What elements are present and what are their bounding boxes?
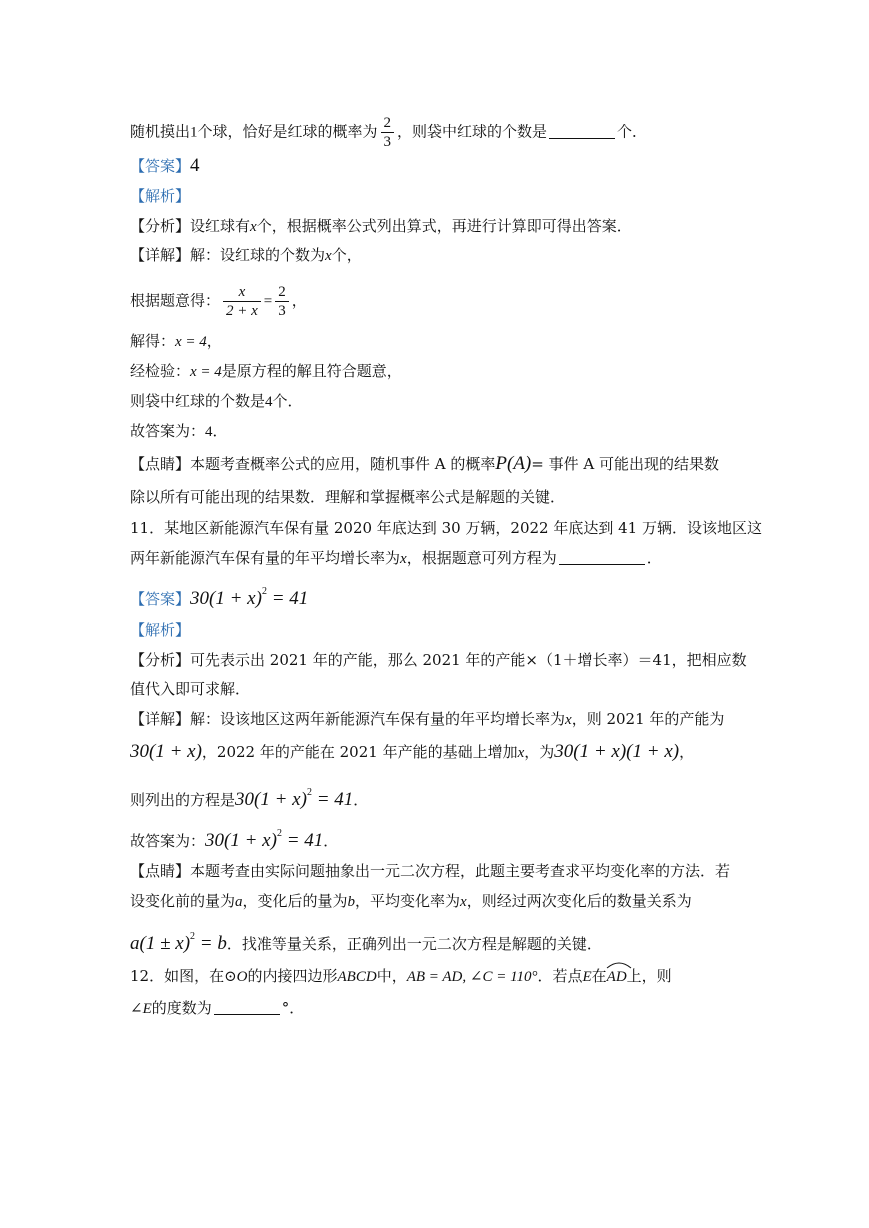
- math: x: [400, 551, 407, 567]
- text: ．: [323, 832, 339, 850]
- xiangjie-tag: 【详解】: [130, 710, 191, 728]
- text: 12．如图，在: [130, 967, 225, 985]
- arc-mark-icon: [606, 961, 632, 969]
- text: 个球，恰好是红球的概率为: [197, 122, 378, 141]
- dianjing-tag: 【点睛】: [130, 455, 191, 473]
- math: b: [347, 894, 356, 910]
- answer-blank: [214, 1000, 280, 1015]
- q11-fenxi-1: [130, 650, 747, 670]
- text: ．若点: [537, 967, 583, 985]
- text: ，: [206, 332, 222, 350]
- text: 值代入即可求解．: [130, 680, 251, 698]
- text: 个．: [272, 392, 303, 410]
- text: 个．: [617, 122, 648, 141]
- math: ABCD: [337, 969, 377, 985]
- denominator: 2 + x: [223, 301, 261, 320]
- q12-question-line-1: [130, 966, 672, 987]
- text: 故答案为：: [130, 422, 206, 440]
- fraction: [275, 283, 289, 320]
- math: x: [325, 248, 332, 264]
- text: 随机摸出: [130, 122, 191, 141]
- q11-question-line-2: [130, 548, 662, 569]
- math: E: [582, 969, 592, 985]
- fenxi-tag: 【分析】: [130, 651, 191, 669]
- text: 是原方程的解且符合题意，: [221, 362, 402, 380]
- text: ，为: [524, 743, 555, 761]
- math: = 41: [266, 588, 309, 609]
- q12-question-line-2: [130, 998, 304, 1019]
- q10-answer: [130, 156, 200, 176]
- text: 经检验：: [130, 362, 191, 380]
- math: 4: [265, 394, 273, 410]
- text: 除以所有可能出现的结果数．理解和掌握概率公式是解题的关键．: [130, 488, 566, 506]
- q11-gu: [130, 824, 338, 851]
- text: ，则 2021 年的产能为: [571, 710, 725, 728]
- math: 30(1 + x): [190, 588, 262, 609]
- math: = b: [195, 933, 227, 954]
- q10-dianjing-1: [130, 454, 719, 474]
- math: = 41: [311, 789, 354, 810]
- text: 故答案为：: [130, 832, 206, 850]
- numerator: 2: [278, 284, 286, 300]
- text: 的内接四边形: [247, 967, 338, 985]
- q11-xiangjie-2: [130, 742, 694, 763]
- text: ，2022 年的产能在 2021 年产能的基础上增加: [201, 743, 518, 761]
- q10-question-line: [130, 114, 647, 151]
- text: 中，: [376, 967, 407, 985]
- text: 两年新能源汽车保有量的年平均增长率为: [130, 549, 401, 567]
- answer-value: 4: [190, 155, 200, 176]
- text: 上，则: [626, 967, 672, 985]
- text: ．找准等量关系，正确列出一元二次方程是解题的关键．: [226, 935, 602, 953]
- q10-fenxi: [130, 216, 632, 237]
- answer-tag: 【答案】: [130, 590, 191, 608]
- q11-xiangjie-1: [130, 709, 724, 730]
- q10-xiangjie: [130, 245, 362, 266]
- q11-lie: [130, 783, 368, 810]
- math: AD: [606, 969, 627, 985]
- math: 1: [190, 124, 198, 141]
- text: 解：设红球的个数为: [190, 246, 326, 264]
- q10-tiyi: [130, 283, 307, 320]
- q11-jiexi: [130, 620, 190, 640]
- text: 本题考查由实际问题抽象出一元二次方程，此题主要考查求平均变化率的方法．若: [190, 862, 731, 880]
- text: 设变化前的量为: [130, 892, 236, 910]
- text: 个，根据概率公式列出算式，再进行计算即可得出答案．: [256, 217, 632, 235]
- text: 11．某地区新能源汽车保有量 2020 年底达到 30 万辆，2022 年底达到 41 万辆．设该地区这: [130, 519, 762, 537]
- math: x = 4: [175, 334, 207, 350]
- math: x = 4: [190, 364, 222, 380]
- text: 的度数为: [151, 999, 212, 1017]
- answer-blank: [549, 124, 615, 139]
- math: 30(1 + x): [130, 741, 202, 762]
- text: ，: [291, 291, 307, 310]
- fraction: [381, 114, 395, 151]
- text: 个，: [331, 246, 362, 264]
- math: ∠E: [130, 1001, 152, 1017]
- text: 则袋中红球的个数是: [130, 392, 266, 410]
- math-sup: 2: [261, 586, 267, 597]
- text: 解：设该地区这两年新能源汽车保有量的年平均增长率为: [190, 710, 566, 728]
- numerator: 2: [383, 115, 392, 131]
- text: ．: [212, 422, 228, 440]
- text: 在: [591, 967, 607, 985]
- math: x: [565, 712, 572, 728]
- fenxi-tag: 【分析】: [130, 217, 191, 235]
- fraction: [223, 283, 261, 320]
- dianjing-tag: 【点睛】: [130, 862, 191, 880]
- text: ，则经过两次变化后的数量关系为: [466, 892, 692, 910]
- math: 30(1 + x): [235, 789, 307, 810]
- math: P(A): [495, 453, 532, 474]
- text: ，则袋中红球的个数是: [397, 122, 548, 141]
- text: 可先表示出 2021 年的产能，那么 2021 年的产能×（1＋增长率）＝41，把相应数: [190, 651, 747, 669]
- text: ，变化后的量为: [242, 892, 348, 910]
- math: a: [235, 894, 243, 910]
- q11-dianjing-2: [130, 891, 692, 912]
- q11-answer: [130, 582, 308, 609]
- q11-question-line-1: [130, 518, 762, 538]
- q10-jianyan: [130, 361, 402, 382]
- math: = 41: [281, 830, 324, 851]
- text: 则列出的方程是: [130, 791, 236, 809]
- jiexi-tag: 【解析】: [130, 187, 191, 205]
- q11-dianjing-1: [130, 861, 730, 881]
- math: x: [517, 745, 525, 761]
- math: x: [460, 894, 467, 910]
- math-sup: 2: [276, 828, 282, 839]
- q10-jiexi: [130, 186, 190, 206]
- q10-jiede: [130, 331, 222, 352]
- denominator: 3: [275, 301, 289, 320]
- text: ，平均变化率为: [355, 892, 461, 910]
- jiexi-tag: 【解析】: [130, 621, 191, 639]
- text: ．: [646, 549, 662, 567]
- math: a(1 ± x): [130, 933, 191, 954]
- text: ，: [679, 743, 695, 761]
- text: = 事件 A 可能出现的结果数: [531, 455, 719, 473]
- q11-fenxi-2: [130, 679, 250, 699]
- math: 30(1 + x)(1 + x): [554, 741, 680, 762]
- q10-gu: [130, 421, 228, 442]
- text: 本题考查概率公式的应用，随机事件 A 的概率: [190, 455, 496, 473]
- math: =: [263, 293, 273, 310]
- math: x: [250, 219, 257, 235]
- q10-dianjing-2: [130, 487, 565, 507]
- text: 设红球有: [190, 217, 251, 235]
- math-sup: 2: [190, 931, 196, 942]
- text: 根据题意得：: [130, 291, 221, 310]
- answer-blank: [559, 550, 645, 565]
- numerator: x: [238, 284, 246, 300]
- arc-notation: [607, 967, 627, 987]
- q11-dianjing-3: [130, 927, 602, 954]
- math: 4: [205, 424, 213, 440]
- math-sup: 2: [306, 787, 312, 798]
- answer-tag: 【答案】: [130, 157, 191, 175]
- math: ⊙O: [224, 969, 248, 985]
- text: ，根据题意可列方程为: [406, 549, 557, 567]
- q10-ze: [130, 391, 303, 412]
- text: 解得：: [130, 332, 176, 350]
- xiangjie-tag: 【详解】: [130, 246, 191, 264]
- text: ．: [353, 791, 369, 809]
- math: 30(1 + x): [205, 830, 277, 851]
- denominator: 3: [381, 132, 395, 151]
- text: °．: [281, 999, 305, 1017]
- math: AB = AD, ∠C = 110°: [406, 969, 538, 985]
